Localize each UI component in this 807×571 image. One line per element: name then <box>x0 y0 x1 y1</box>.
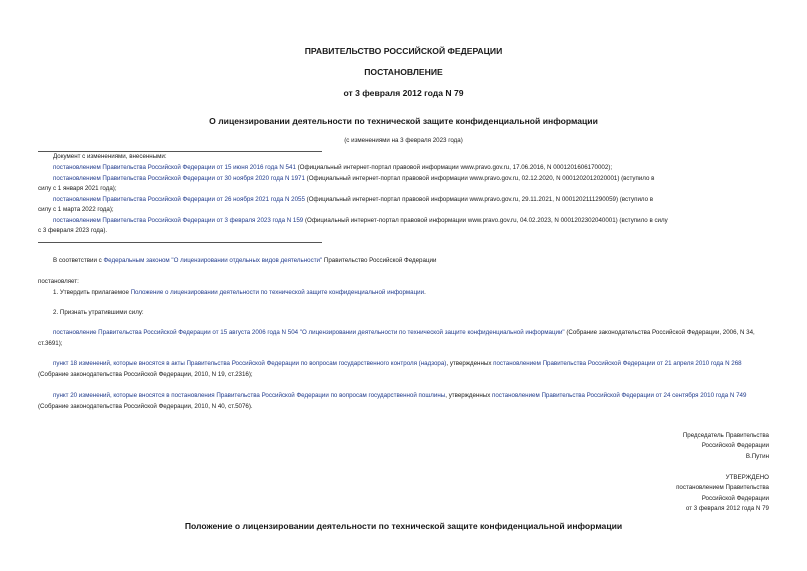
repealed-item-source: (Собрание законодательства Российской Федерации, 2010, N 40, ст.5076). <box>38 402 253 410</box>
approved-label: УТВЕРЖДЕНО <box>725 474 769 481</box>
amendment-source: (Официальный интернет-портал правовой информации www.pravo.gov.ru, 02.12.2020, N 0001202012020001) (вступило в <box>304 175 655 182</box>
document-title: О лицензировании деятельности по технической защите конфиденциальной информации <box>209 116 598 126</box>
amendment-item-continued: силу с 1 марта 2022 года); <box>38 206 114 213</box>
repealed-item-mid: , утвержденных <box>445 392 493 399</box>
signature-block <box>683 431 769 462</box>
amendment-item <box>53 174 654 185</box>
approving-decree-link[interactable]: постановлением Правительства Российской Федерации от 21 апреля 2010 года N 268 <box>493 360 742 367</box>
repealed-item-source: (Собрание законодательства Российской Федерации, 2006, N 34, ст.3691); <box>38 329 755 347</box>
approved-by-2: Российской Федерации <box>701 494 769 502</box>
clause-1 <box>53 288 426 299</box>
amendment-item <box>53 163 612 174</box>
decrees-word: постановляет: <box>38 278 79 285</box>
amendment-link[interactable]: постановлением Правительства Российской Федерации от 26 ноября 2021 года N 2055 <box>53 196 305 203</box>
repealed-item-source: (Собрание законодательства Российской Федерации, 2010, N 19, ст.2316); <box>38 370 253 378</box>
clause-1-suffix: . <box>424 289 426 296</box>
signature-position: Председатель Правительства <box>682 432 769 439</box>
approved-date: от 3 февраля 2012 года N 79 <box>685 505 769 513</box>
signature-position-2: Российской Федерации <box>701 442 769 450</box>
document-type: ПОСТАНОВЛЕНИЕ <box>364 67 443 77</box>
signature-name: В.Путин <box>745 452 769 460</box>
document-date-number: от 3 февраля 2012 года N 79 <box>343 88 464 98</box>
repealed-clause-link[interactable]: пункт 18 изменений, которые вносятся в акты Правительства Российской Федерации по вопросам государственного контроля (надзора) <box>53 360 447 367</box>
amendment-link[interactable]: постановлением Правительства Российской Федерации от 30 ноября 2020 года N 1971 <box>53 175 305 182</box>
legal-basis-suffix: Правительство Российской Федерации <box>322 257 437 264</box>
amendment-item <box>53 216 668 227</box>
approved-by: постановлением Правительства <box>676 484 769 492</box>
legal-basis <box>53 256 436 267</box>
appendix-title: Положение о лицензировании деятельности по технической защите конфиденциальной информации <box>184 521 623 531</box>
repealed-decree-link[interactable]: постановление Правительства Российской Федерации от 15 августа 2006 года N 504 "О лицензировании деятельности по технической защите конфиденциальной информации" <box>53 329 565 336</box>
repealed-item-3 <box>38 391 769 412</box>
legal-basis-prefix: В соответствии с <box>53 257 104 264</box>
amendment-source: (Официальный интернет-портал правовой информации www.pravo.gov.ru, 17.06.2016, N 0001201606170002); <box>295 164 613 171</box>
clause-1-prefix: 1. Утвердить прилагаемое <box>53 289 131 296</box>
federal-law-link[interactable]: Федеральным законом "О лицензировании отдельных видов деятельности" <box>103 257 323 264</box>
repealed-item-mid: , утвержденных <box>446 360 494 367</box>
amendment-item-continued: силу с 1 января 2021 года); <box>38 185 117 192</box>
amendment-source: (Официальный интернет-портал правовой информации www.pravo.gov.ru, 29.11.2021, N 0001202111290059) (вступило в <box>304 196 654 203</box>
amendment-link[interactable]: постановлением Правительства Российской Федерации от 3 февраля 2023 года N 159 <box>53 217 304 224</box>
government-heading: ПРАВИТЕЛЬСТВО РОССИЙСКОЙ ФЕДЕРАЦИИ <box>304 46 503 56</box>
approving-decree-link[interactable]: постановлением Правительства Российской Федерации от 24 сентября 2010 года N 749 <box>492 392 747 399</box>
regulation-link[interactable]: Положение о лицензировании деятельности по технической защите конфиденциальной информации <box>130 289 425 296</box>
approval-block <box>676 473 769 515</box>
repealed-item-1 <box>38 328 769 349</box>
amendment-item <box>53 195 653 206</box>
clause-2: 2. Признать утратившими силу: <box>53 309 144 316</box>
amendment-link[interactable]: постановлением Правительства Российской Федерации от 15 июня 2016 года N 541 <box>53 164 296 171</box>
amendments-intro: Документ с изменениями, внесенными: <box>53 153 167 160</box>
divider-bottom <box>38 242 322 243</box>
amendment-item-continued: с 3 февраля 2023 года). <box>38 227 108 234</box>
repealed-clause-link[interactable]: пункт 20 изменений, которые вносятся в постановления Правительства Российской Федерации по вопросам государственной пошлины <box>53 392 446 399</box>
repealed-item-2 <box>38 359 769 380</box>
revision-note: (с изменениями на 3 февраля 2023 года) <box>344 137 463 144</box>
amendment-source: (Официальный интернет-портал правовой информации www.pravo.gov.ru, 04.02.2023, N 0001202302040001) (вступило в силу <box>303 217 668 224</box>
